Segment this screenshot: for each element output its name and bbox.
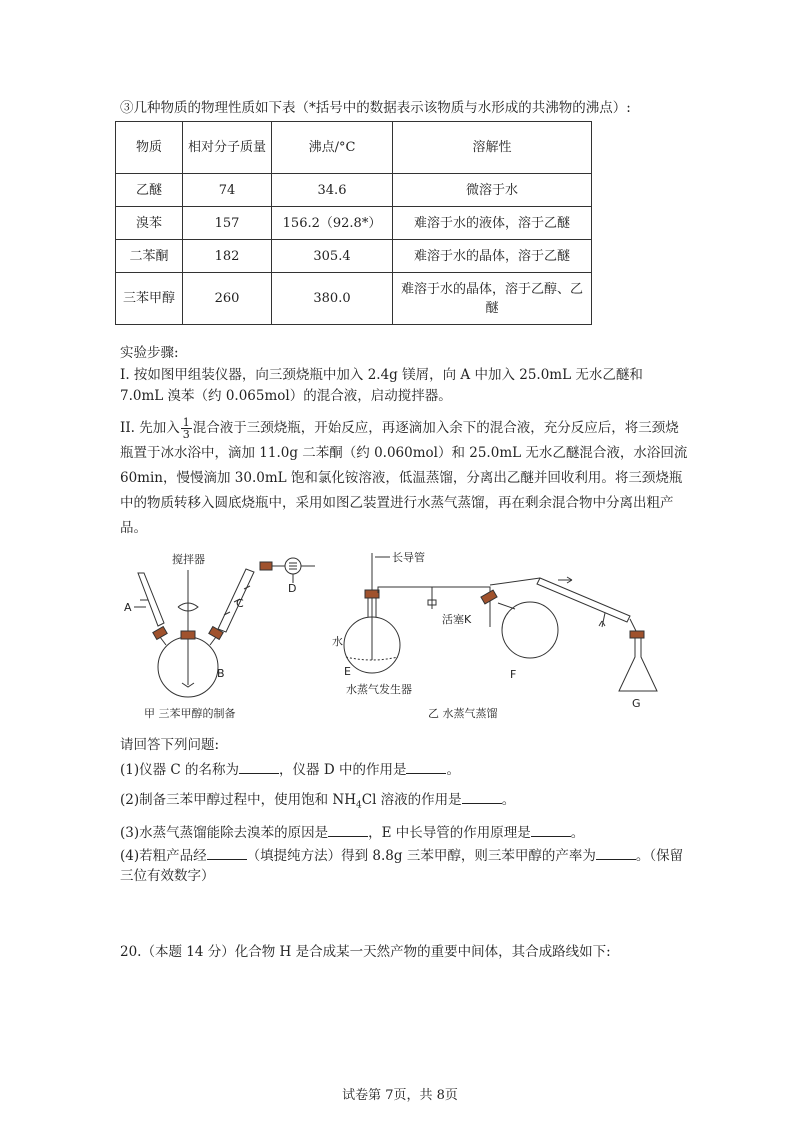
caption-yi: 乙 水蒸气蒸馏	[428, 707, 498, 720]
answer-blank[interactable]	[406, 761, 446, 774]
left-neck	[160, 637, 166, 645]
q4-text-c: 。（保留三位有效数字）	[120, 848, 684, 884]
apparatus-jia	[124, 552, 315, 720]
cell: 微溶于水	[393, 174, 592, 207]
erlenmeyer-flask-G	[619, 637, 657, 691]
header-boiling-point: 沸点/°C	[272, 122, 393, 174]
left-stopper	[153, 627, 167, 640]
q1-text-c: 。	[446, 762, 460, 778]
flask-G-stopper	[630, 631, 644, 638]
cell: 难溶于水的晶体，溶于乙醇、乙醚	[393, 273, 592, 325]
cell: 乙醚	[116, 174, 183, 207]
steps-title: 实验步骤:	[120, 345, 179, 361]
header-solubility: 溶解性	[393, 122, 592, 174]
cell: 156.2（92.8*）	[272, 207, 393, 240]
fraction-numerator: 1	[182, 416, 190, 429]
table-row	[116, 240, 592, 273]
step-2-prefix: II. 先加入	[120, 420, 180, 436]
q2-text-a: (2)制备三苯甲醇过程中，使用饱和 NH	[120, 792, 356, 808]
q3-text-b: ，E 中长导管的作用原理是	[368, 825, 531, 841]
right-stopper	[209, 627, 223, 640]
label-B: B	[217, 667, 225, 680]
table-row	[116, 207, 592, 240]
top-stopper	[260, 562, 272, 570]
cell: 难溶于水的液体，溶于乙醚	[393, 207, 592, 240]
cell: 260	[183, 273, 272, 325]
properties-table	[115, 121, 592, 325]
question-2	[120, 790, 700, 816]
answer-blank[interactable]	[531, 824, 571, 837]
fraction-denominator: 3	[182, 428, 190, 441]
flask-F-stopper	[481, 590, 497, 604]
table-row	[116, 174, 592, 207]
table-intro: ③几种物质的物理性质如下表（*括号中的数据表示该物质与水形成的共沸物的沸点）:	[120, 100, 631, 116]
question-3	[120, 823, 700, 843]
flask-F-outlet	[490, 578, 540, 585]
page-footer: 试卷第 7页，共 8页	[342, 1088, 458, 1103]
q2-subscript: 4	[356, 800, 362, 811]
q4-text-a: (4)若粗产品经	[120, 848, 207, 864]
q1-text-b: ，仪器 D 中的作用是	[279, 762, 407, 778]
answer-blank[interactable]	[596, 847, 636, 860]
answer-blank[interactable]	[328, 824, 368, 837]
liebig-condenser	[537, 578, 630, 622]
question-4	[120, 846, 695, 886]
step-2-text: 混合液于三颈烧瓶，开始反应，再逐滴加入余下的混合液，充分反应后，将三颈烧瓶置于冰水浴中，滴加 11.0g 二苯酮（约 0.060mol）和 25.0mL 无水乙醚混合液，水浴回流 60min，慢慢滴加 30.0mL 饱和氯化铵溶液，低温蒸馏，分离出乙醚并回收利用。将三颈烧瓶中的物质转移入圆底烧瓶中，采用如图乙装置进行水蒸气蒸馏，再在剩余混合物中分离出粗产品。	[120, 420, 688, 536]
question-20: 20.（本题 14 分）化合物 H 是合成某一天然产物的重要中间体，其合成路线如下:	[120, 944, 611, 960]
right-neck	[210, 637, 216, 645]
label-F: F	[510, 668, 517, 681]
q2-text-c: 。	[501, 792, 516, 808]
answer-blank[interactable]	[462, 791, 502, 804]
table-header-row	[116, 122, 592, 174]
answer-blank[interactable]	[207, 847, 247, 860]
caption-jia: 甲 三苯甲醇的制备	[144, 707, 236, 720]
label-stopcock-K: 活塞K	[442, 613, 472, 626]
questions-title: 请回答下列问题:	[120, 737, 220, 753]
cell: 380.0	[272, 273, 393, 325]
drying-agent	[289, 563, 297, 569]
header-substance: 物质	[116, 122, 183, 174]
label-G: G	[632, 697, 641, 710]
flask-F-neck	[498, 603, 515, 609]
step-2	[120, 416, 690, 541]
label-stirrer: 搅拌器	[172, 553, 205, 566]
steam-tube	[378, 587, 490, 627]
apparatus-yi	[332, 550, 657, 720]
label-A: A	[124, 601, 132, 614]
q3-text-c: 。	[570, 825, 585, 841]
label-E: E	[344, 665, 351, 678]
header-molar-mass: 相对分子质量	[183, 122, 272, 174]
cell: 305.4	[272, 240, 393, 273]
cell: 34.6	[272, 174, 393, 207]
cell: 二苯酮	[116, 240, 183, 273]
cell: 难溶于水的晶体，溶于乙醚	[393, 240, 592, 273]
q3-text-a: (3)水蒸气蒸馏能除去溴苯的原因是	[120, 825, 329, 841]
cell: 溴苯	[116, 207, 183, 240]
one-third-fraction	[181, 417, 192, 440]
label-steam-generator: 水蒸气发生器	[346, 683, 412, 696]
q2-text-b: Cl 溶液的作用是	[361, 792, 462, 808]
q1-text-a: (1)仪器 C 的名称为	[120, 762, 240, 778]
label-D: D	[288, 582, 297, 595]
cell: 182	[183, 240, 272, 273]
label-long-tube: 长导管	[392, 551, 425, 564]
q4-text-b: （填提纯方法）得到 8.8g 三苯甲醇，则三苯甲醇的产率为	[246, 848, 596, 864]
table-row	[116, 273, 592, 325]
label-C: C	[236, 597, 244, 610]
step-1: I. 按如图甲组装仪器，向三颈烧瓶中加入 2.4g 镁屑，向 A 中加入 25.0mL 无水乙醚和 7.0mL 溴苯（约 0.065mol）的混合液，启动搅拌器。	[120, 367, 643, 404]
cell: 74	[183, 174, 272, 207]
cell: 157	[183, 207, 272, 240]
answer-blank[interactable]	[239, 761, 279, 774]
flask-F	[502, 602, 558, 658]
question-1	[120, 760, 700, 780]
apparatus-figure	[110, 545, 670, 725]
flask-E-stopper	[365, 590, 379, 598]
center-neck-stopper	[181, 631, 195, 639]
label-water: 水	[332, 635, 343, 648]
cell: 三苯甲醇	[116, 273, 183, 325]
